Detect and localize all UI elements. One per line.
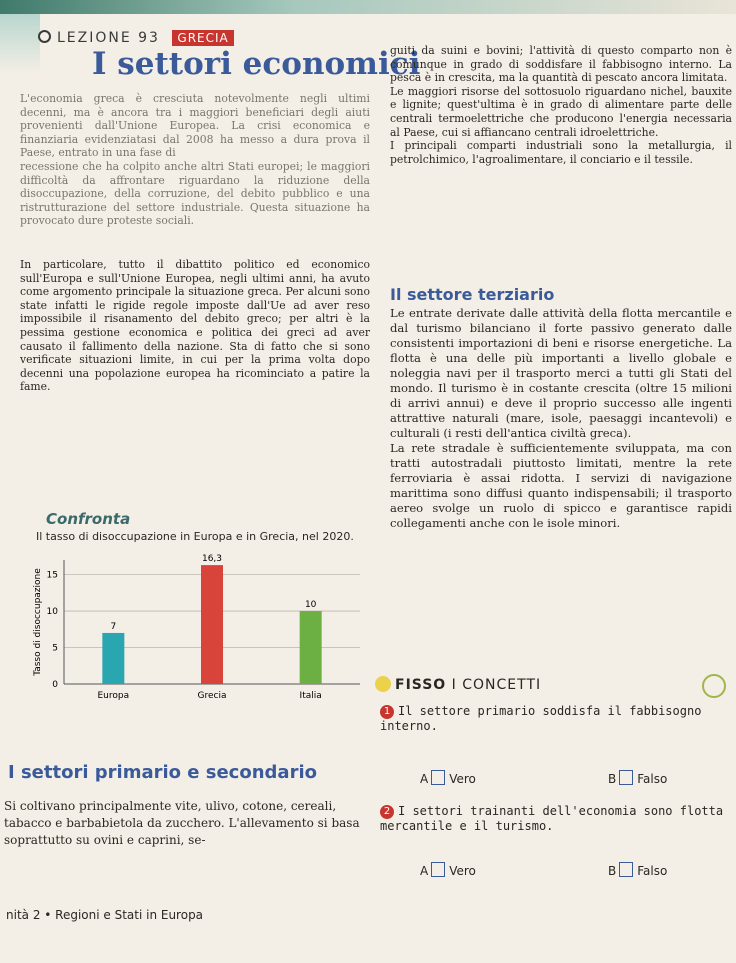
bar-value-label: 7 <box>110 621 117 632</box>
number-badge: 1 <box>380 705 394 719</box>
lesson-label: LEZIONE 93 GRECIA <box>38 30 234 46</box>
chart-svg <box>30 552 370 712</box>
bar-value-label: 10 <box>304 600 317 611</box>
y-tick-label: 0 <box>52 680 58 690</box>
bar-value-label: 16,3 <box>201 554 223 565</box>
y-tick-label: 5 <box>52 643 58 654</box>
section-text: Si coltivano principalmente vite, ulivo, cotone, cereali, tabacco e barbabietola da zucchero. L'allevamento si basa soprattutto su ovini e caprini, se- <box>4 799 360 847</box>
confronta-title: Confronta <box>46 510 131 528</box>
y-tick-label: 15 <box>46 570 58 581</box>
q1-option-false[interactable]: B Falso <box>608 772 668 786</box>
country-tag: GRECIA <box>172 30 233 46</box>
badge-icon <box>702 674 726 698</box>
left-column-text: In particolare, tutto il dibattito politico ed economico sull'Europa e sull'Unione Europea, negli ultimi anni, ha avuto come argomento principale la situazione greca. Per alcuni sono state infatti le rigide regole imposte dall'Ue ad aver reso impossibile il risanamento del debito greco; per altri è la pessima gestione economica e politica dei greci ad aver causato il fallimento della nazione. Sta di fatto che si sono verificate situazioni limite, in cui per la prima volta dopo decenni una popolazione europea ha ricominciato a patire la fame. <box>20 258 370 394</box>
right-paragraph-2: Le maggiori risorse del sottosuolo riguardano nichel, bauxite e lignite; quest'ultima è in grado di alimentare parte delle centrali termoelettriche che producono l'energia necessaria al Paese, cui si affiancano centrali idroelettriche. <box>390 84 732 139</box>
corner-decoration <box>0 14 40 74</box>
question-1: 1 Il settore primario soddisfa il fabbisogno interno. <box>380 704 702 733</box>
q2-option-false[interactable]: B Falso <box>608 864 668 878</box>
bar <box>102 633 124 684</box>
section-heading: I settori primario e secondario <box>8 762 317 783</box>
circle-icon <box>38 30 51 43</box>
unemployment-chart <box>30 552 370 712</box>
fisso-heading: FISSO I CONCETTI <box>375 676 735 698</box>
right-paragraph-3: I principali comparti industriali sono la metallurgia, il petrolchimico, l'agroalimentare, il conciario e il tessile. <box>390 139 732 166</box>
checkbox[interactable] <box>619 770 633 785</box>
checkbox[interactable] <box>431 862 445 877</box>
confronta-caption: Il tasso di disoccupazione in Europa e in Grecia, nel 2020. <box>36 530 354 543</box>
right-paragraph-1: guiti da suini e bovini; l'attività di questo comparto non è comunque in grado di soddisfare il fabbisogno interno. La pesca è in crescita, ma la quantità di pescato ancora limitata. <box>390 44 732 85</box>
y-axis-label: Tasso di disoccupazione <box>33 568 43 676</box>
checkbox[interactable] <box>619 862 633 877</box>
page-title: I settori economici <box>92 46 421 82</box>
top-band <box>0 0 736 14</box>
x-tick-label: Italia <box>299 691 322 701</box>
checkbox[interactable] <box>431 770 445 785</box>
intro-text <box>20 92 370 228</box>
bar <box>300 611 322 684</box>
x-tick-label: Grecia <box>197 691 227 701</box>
intro-paragraph-2: recessione che ha colpito anche altri Stati europei; le maggiori difficoltà da affrontare riguardano la riduzione della disoccupazione, della corruzione, del debito pubblico e una ristrutturazione del settore industriale. Questa situazione ha provocato dure proteste sociali. <box>20 159 370 228</box>
footer-unit: nità 2 • Regioni e Stati in Europa <box>6 908 204 922</box>
number-badge: 2 <box>380 805 394 819</box>
q1-option-true[interactable]: A Vero <box>420 772 476 786</box>
bar <box>201 565 223 684</box>
right-column-top <box>390 44 732 166</box>
q2-option-true[interactable]: A Vero <box>420 864 476 878</box>
terziario-text: Le entrate derivate dalle attività della flotta mercantile e dal turismo bilanciano il forte passivo generato dalle consistenti importazioni di beni e risorse energetiche. La flotta è una delle più importanti a livello globale e noleggia navi per il trasporto merci a tutti gli Stati del mondo. Il turismo è in costante crescita (oltre 15 milioni di arrivi annui) e deve il proprio successo alle ingenti attrattive naturali (mare, isole, paesaggi incantevoli) e culturali (i resti dell'antica civiltà greca). La rete stradale è sufficientemente sviluppata, ma con tratti autostradali piuttosto limitati, mentre la rete ferroviaria è assai ridotta. I servizi di navigazione marittima sono diffusi quanto indispensabili; il trasporto aereo svolge un ruolo di spicco e garantisce rapidi collegamenti anche con le isole minori. <box>390 306 732 530</box>
question-2: 2 I settori trainanti dell'economia sono flotta mercantile e il turismo. <box>380 804 724 833</box>
y-tick-label: 10 <box>46 607 58 618</box>
intro-paragraph-1: L'economia greca è cresciuta notevolmente negli ultimi decenni, ma è ancora tra i maggiori beneficiari degli aiuti provenienti dall'Unione Europea. La crisi economica e finanziaria evidenziatasi dal 2008 ha messo a dura prova il Paese, entrato in una fase di <box>20 92 370 160</box>
lightbulb-icon <box>375 676 391 692</box>
heading-terziario: Il settore terziario <box>390 285 555 304</box>
x-tick-label: Europa <box>97 691 130 701</box>
